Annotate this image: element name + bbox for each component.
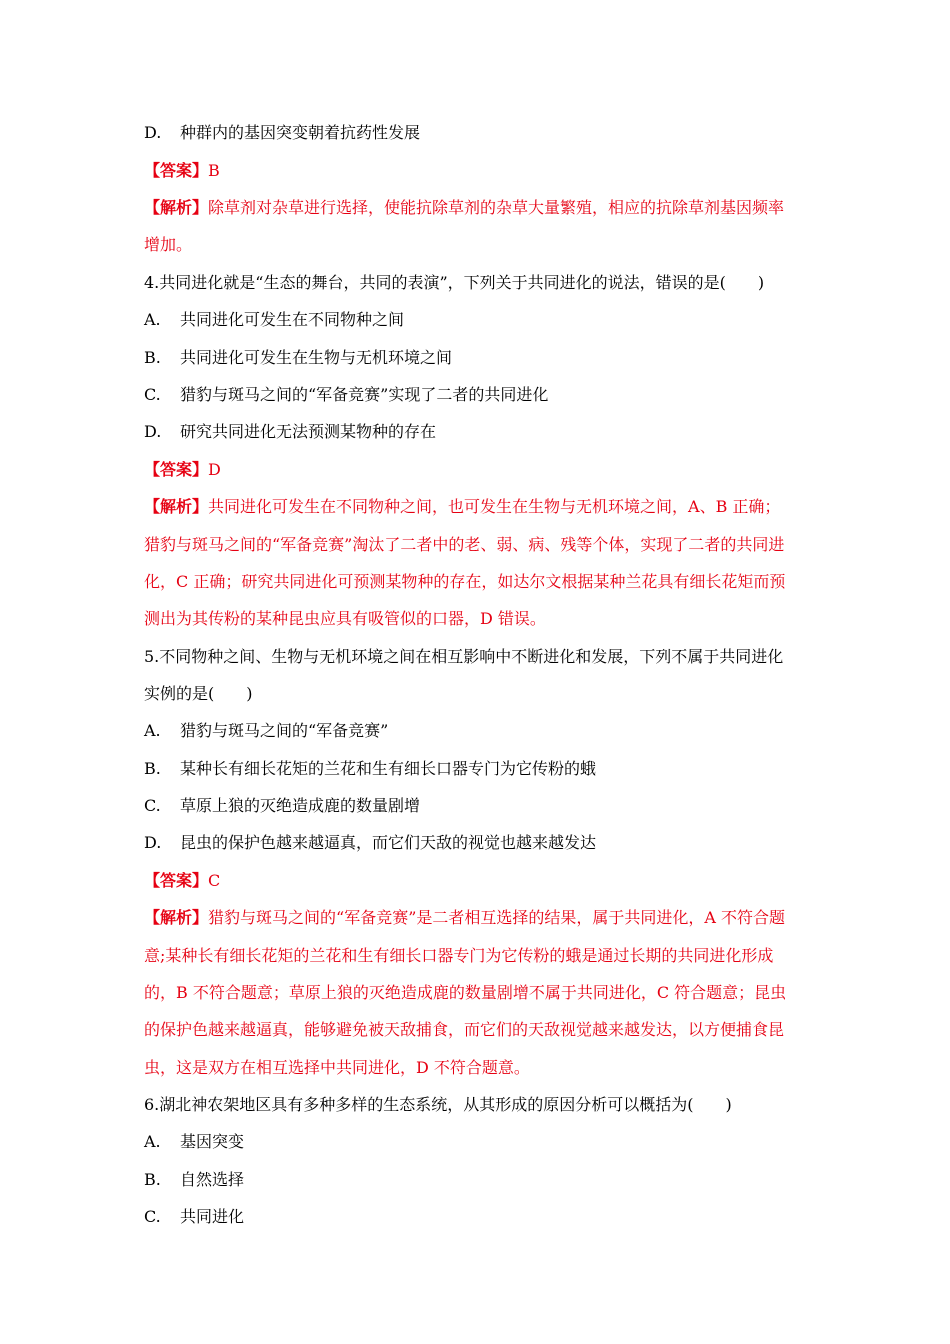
option-letter: A. bbox=[144, 310, 161, 329]
answer-line bbox=[144, 159, 220, 183]
analysis-continuation: 化，C 正确；研究共同进化可预测某物种的存在，如达尔文根据某种兰花具有细长花矩而预 bbox=[144, 572, 786, 591]
option-letter: B. bbox=[144, 759, 161, 778]
option-line bbox=[144, 308, 404, 332]
analysis-continuation: 虫，这是双方在相互选择中共同进化，D 不符合题意。 bbox=[144, 1058, 530, 1077]
question-stem: 5.不同物种之间、生物与无机环境之间在相互影响中不断进化和发展，下列不属于共同进化 bbox=[144, 647, 784, 666]
analysis-continuation: 增加。 bbox=[144, 235, 193, 254]
option-line bbox=[144, 1168, 244, 1192]
analysis-continuation: 意;某种长有细长花矩的兰花和生有细长口器专门为它传粉的蛾是通过长期的共同进化形成 bbox=[144, 946, 774, 965]
option-text: 研究共同进化无法预测某物种的存在 bbox=[180, 422, 437, 441]
analysis-continuation: 的，B 不符合题意；草原上狼的灭绝造成鹿的数量剧增不属于共同进化，C 符合题意；昆虫 bbox=[144, 983, 787, 1002]
option-text: 草原上狼的灭绝造成鹿的数量剧增 bbox=[180, 796, 421, 815]
answer-line bbox=[144, 869, 220, 893]
option-text: 基因突变 bbox=[180, 1132, 245, 1151]
option-line bbox=[144, 794, 420, 818]
option-letter: C. bbox=[144, 1207, 161, 1226]
option-line bbox=[144, 1130, 244, 1154]
analysis-text: 猎豹与斑马之间的“军备竞赛”是二者相互选择的结果，属于共同进化，A 不符合题 bbox=[208, 908, 786, 927]
analysis-text: 除草剂对杂草进行选择，使能抗除草剂的杂草大量繁殖，相应的抗除草剂基因频率 bbox=[208, 198, 785, 217]
option-text: 自然选择 bbox=[180, 1170, 245, 1189]
option-letter: B. bbox=[144, 348, 161, 367]
option-line bbox=[144, 757, 596, 781]
option-line bbox=[144, 383, 548, 407]
answer-value: D bbox=[208, 460, 221, 479]
answer-tag: 【答案】 bbox=[144, 871, 209, 890]
option-line bbox=[144, 121, 420, 145]
answer-tag: 【答案】 bbox=[144, 460, 209, 479]
question-stem: 6.湖北神农架地区具有多种多样的生态系统，从其形成的原因分析可以概括为( ) bbox=[144, 1095, 732, 1114]
analysis-continuation: 猎豹与斑马之间的“军备竞赛”淘汰了二者中的老、弱、病、残等个体，实现了二者的共同进 bbox=[144, 535, 785, 554]
option-text: 昆虫的保护色越来越逼真，而它们天敌的视觉也越来越发达 bbox=[180, 833, 597, 852]
option-text: 共同进化 bbox=[180, 1207, 245, 1226]
analysis-text: 共同进化可发生在不同物种之间，也可发生在生物与无机环境之间，A、B 正确； bbox=[208, 497, 781, 516]
option-letter: C. bbox=[144, 796, 161, 815]
option-letter: D. bbox=[144, 422, 162, 441]
analysis-line bbox=[144, 906, 785, 930]
answer-value: B bbox=[208, 161, 220, 180]
analysis-tag: 【解析】 bbox=[144, 497, 209, 516]
option-line bbox=[144, 1205, 244, 1229]
option-line bbox=[144, 346, 452, 370]
option-line bbox=[144, 831, 596, 855]
analysis-continuation: 的保护色越来越逼真，能够避免被天敌捕食，而它们的天敌视觉越来越发达，以方便捕食昆 bbox=[144, 1020, 785, 1039]
question-stem: 4.共同进化就是“生态的舞台，共同的表演”，下列关于共同进化的说法，错误的是( ) bbox=[144, 273, 765, 292]
analysis-continuation: 测出为其传粉的某种昆虫应具有吸管似的口器，D 错误。 bbox=[144, 609, 546, 628]
question-stem-continuation: 实例的是( ) bbox=[144, 684, 253, 703]
option-letter: D. bbox=[144, 833, 162, 852]
option-text: 某种长有细长花矩的兰花和生有细长口器专门为它传粉的蛾 bbox=[180, 759, 597, 778]
option-line bbox=[144, 420, 436, 444]
analysis-tag: 【解析】 bbox=[144, 908, 209, 927]
option-letter: A. bbox=[144, 1132, 161, 1151]
analysis-line bbox=[144, 196, 784, 220]
option-letter: D. bbox=[144, 123, 162, 142]
analysis-line bbox=[144, 495, 780, 519]
option-text: 种群内的基因突变朝着抗药性发展 bbox=[180, 123, 421, 142]
option-letter: C. bbox=[144, 385, 161, 404]
answer-tag: 【答案】 bbox=[144, 161, 209, 180]
option-text: 猎豹与斑马之间的“军备竞赛” bbox=[180, 721, 389, 740]
option-text: 猎豹与斑马之间的“军备竞赛”实现了二者的共同进化 bbox=[180, 385, 549, 404]
option-text: 共同进化可发生在不同物种之间 bbox=[180, 310, 405, 329]
answer-line bbox=[144, 458, 221, 482]
option-letter: A. bbox=[144, 721, 161, 740]
option-text: 共同进化可发生在生物与无机环境之间 bbox=[180, 348, 453, 367]
analysis-tag: 【解析】 bbox=[144, 198, 209, 217]
option-letter: B. bbox=[144, 1170, 161, 1189]
answer-value: C bbox=[208, 871, 221, 890]
option-line bbox=[144, 719, 388, 743]
